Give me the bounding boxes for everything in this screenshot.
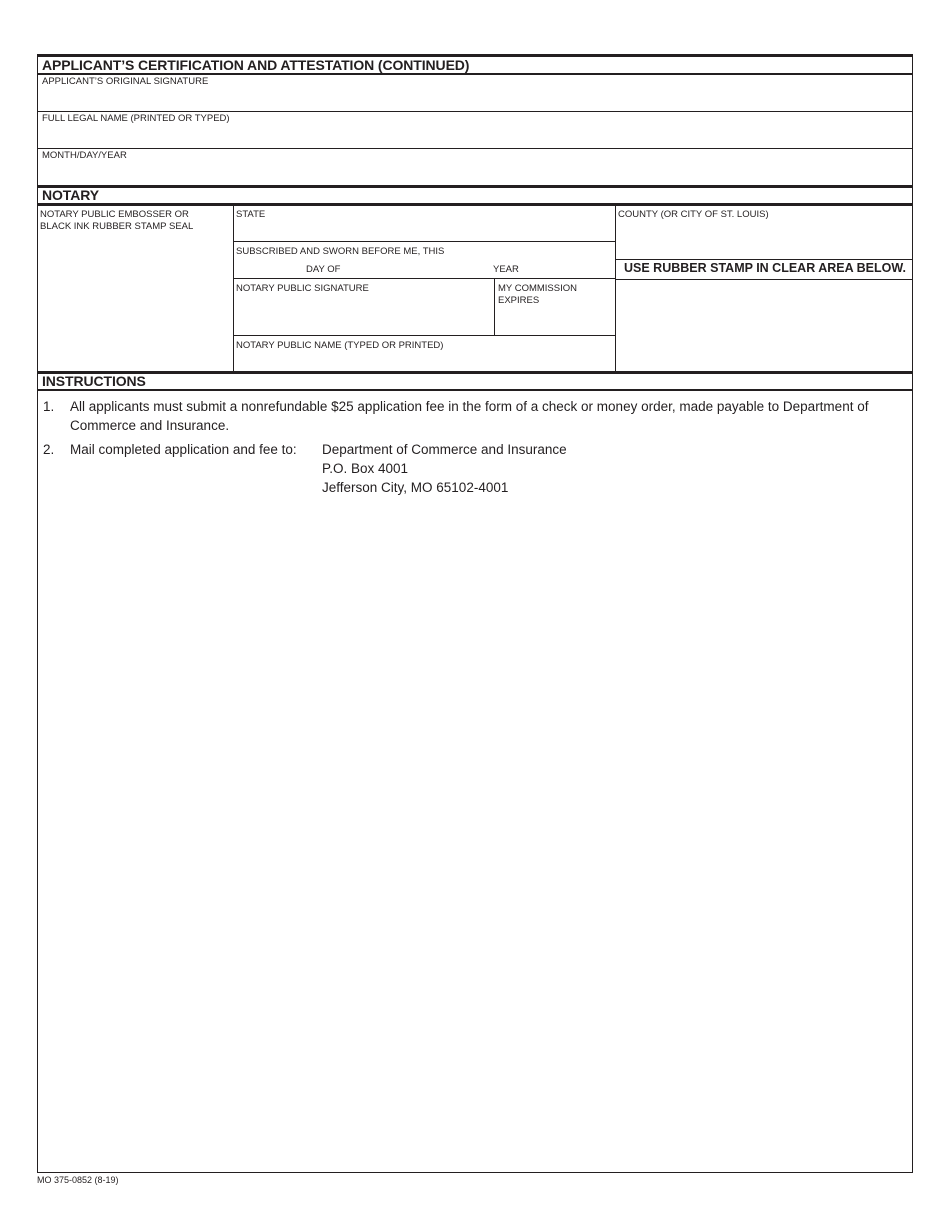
notary-rule: [38, 185, 912, 188]
divider: [615, 259, 912, 260]
year-label: YEAR: [493, 264, 519, 275]
form-number: MO 375-0852 (8-19): [37, 1175, 119, 1185]
date-field[interactable]: [38, 149, 912, 185]
certification-title: APPLICANT’S CERTIFICATION AND ATTESTATION (CONTINUED): [42, 57, 470, 73]
instructions-title-rule: [38, 389, 912, 391]
instruction-1-text: All applicants must submit a nonrefundable $25 application fee in the form of a check or money order, made payable to Department of Commerce and Insurance.: [70, 399, 869, 433]
applicant-signature-label: APPLICANT’S ORIGINAL SIGNATURE: [42, 76, 209, 87]
mailing-address-line: P.O. Box 4001: [322, 461, 409, 476]
notary-title: NOTARY: [42, 187, 99, 203]
notary-signature-field[interactable]: [234, 279, 494, 335]
date-label: MONTH/DAY/YEAR: [42, 150, 127, 161]
stamp-note: USE RUBBER STAMP IN CLEAR AREA BELOW.: [624, 261, 906, 275]
notary-name-label: NOTARY PUBLIC NAME (TYPED OR PRINTED): [236, 340, 444, 351]
notary-name-field[interactable]: [234, 336, 615, 372]
county-field[interactable]: [616, 206, 912, 260]
rubber-stamp-area[interactable]: [616, 280, 912, 372]
day-of-label: DAY OF: [306, 264, 341, 275]
instructions-title: INSTRUCTIONS: [42, 373, 146, 389]
instruction-1-number: 1.: [43, 399, 55, 414]
commission-expires-field[interactable]: [495, 279, 615, 335]
mailing-address-line: Department of Commerce and Insurance: [322, 442, 567, 457]
sworn-label: SUBSCRIBED AND SWORN BEFORE ME, THIS: [236, 246, 445, 257]
form-page: [37, 54, 913, 1173]
notary-seal-area[interactable]: [38, 206, 233, 372]
sworn-field[interactable]: [234, 242, 615, 279]
notary-signature-label: NOTARY PUBLIC SIGNATURE: [236, 283, 369, 294]
applicant-signature-field[interactable]: [38, 75, 912, 112]
mailing-address-line: Jefferson City, MO 65102-4001: [322, 480, 509, 495]
state-label: STATE: [236, 209, 266, 220]
embosser-label: NOTARY PUBLIC EMBOSSER OR BLACK INK RUBBER STAMP SEAL: [40, 209, 194, 232]
instruction-2-number: 2.: [43, 442, 55, 457]
instructions-rule: [38, 371, 912, 374]
county-label: COUNTY (OR CITY OF ST. LOUIS): [618, 209, 769, 220]
commission-label: MY COMMISSION EXPIRES: [498, 283, 577, 306]
instruction-2-lead: Mail completed application and fee to:: [70, 442, 297, 457]
full-name-field[interactable]: [38, 112, 912, 149]
full-name-label: FULL LEGAL NAME (PRINTED OR TYPED): [42, 113, 230, 124]
state-field[interactable]: [234, 206, 615, 241]
